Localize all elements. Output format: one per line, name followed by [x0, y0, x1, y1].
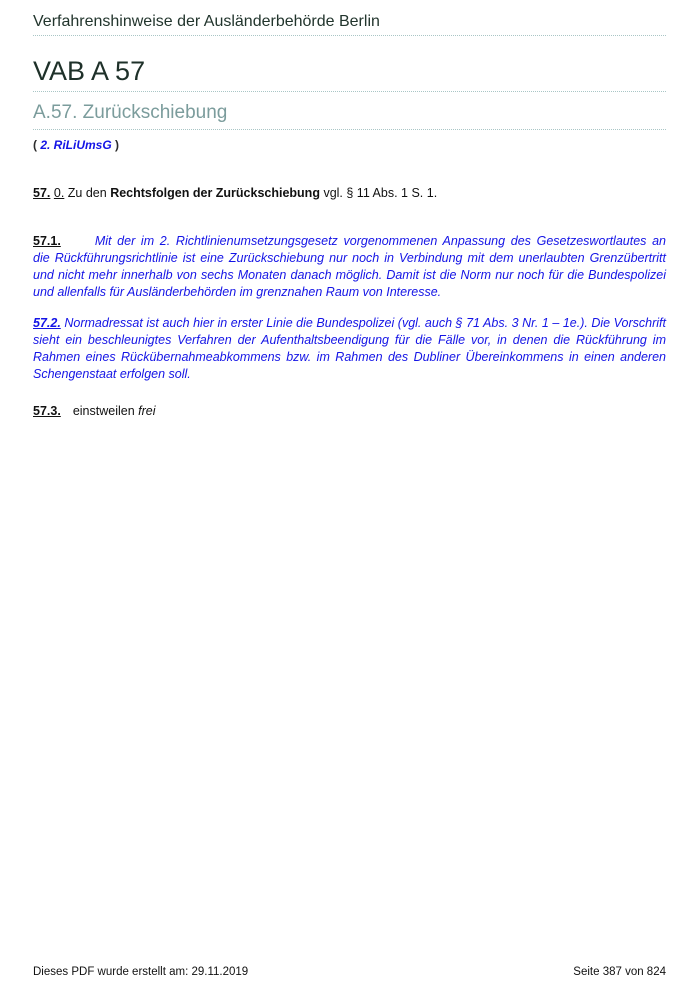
paragraph-number: 57.3. — [33, 404, 61, 418]
paragraph-bold-text: Rechtsfolgen der Zurückschiebung — [110, 186, 320, 200]
paragraph-number: 57. — [33, 186, 51, 200]
paragraph-number: 57.2. — [33, 316, 61, 330]
doc-title: VAB A 57 — [33, 56, 666, 92]
ref-paren-close: ) — [115, 138, 120, 152]
paragraph-text: vgl. § 11 Abs. 1 S. 1. — [323, 186, 438, 200]
paragraph-text: Normadressat ist auch hier in erster Linie die Bundespolizei (vgl. auch § 71 Abs. 3 Nr. 1 – 1e.). Die Vorschrift sieht ein beschleunigtes Verfahren der Aufenthaltsbeendigung für die Fälle vor, in denen die Rückführung im Rahmen eines Rückübernahmeabkommens bzw. im Rahmen des Dubliner Übereinkommens in einen anderen Schengenstaat erfolgen soll. — [33, 316, 666, 381]
paragraph-subnumber: 0. — [53, 186, 65, 200]
riliumsg-link[interactable]: 2. RiLiUmsG — [40, 138, 112, 152]
footer-page-number: Seite 387 von 824 — [573, 966, 666, 978]
paragraph-text: Zu den — [67, 186, 107, 200]
paragraph-57-2 — [33, 315, 666, 383]
ref-paren-open: ( — [33, 138, 37, 152]
paragraph-number: 57.1. — [33, 234, 61, 248]
paragraph-text: Mit der im 2. Richtlinienumsetzungsgesetz vorgenommenen Anpassung des Gesetzeswortlautes an die Rückführungsrichtlinie ist eine Zurückschiebung nur noch in Verbindung mit dem unerlaubten Grenzübertritt und nicht mehr innerhalb von sechs Monaten danach möglich. Damit ist die Norm nur noch für die Bundespolizei und allenfalls für Ausländerbehörden im grenznahen Raum von Interesse. — [33, 234, 666, 299]
paragraph-57-0 — [33, 185, 666, 202]
paragraph-text: einstweilen — [72, 404, 135, 418]
reference-line — [33, 138, 666, 152]
paragraph-57-3 — [33, 403, 666, 420]
page-footer — [33, 966, 666, 978]
header-title: Verfahrenshinweise der Ausländerbehörde Berlin — [33, 12, 666, 36]
footer-created-date: Dieses PDF wurde erstellt am: 29.11.2019 — [33, 966, 249, 978]
paragraph-italic-text: frei — [138, 404, 156, 418]
section-title: A.57. Zurückschiebung — [33, 101, 666, 130]
paragraph-57-1 — [33, 233, 666, 301]
